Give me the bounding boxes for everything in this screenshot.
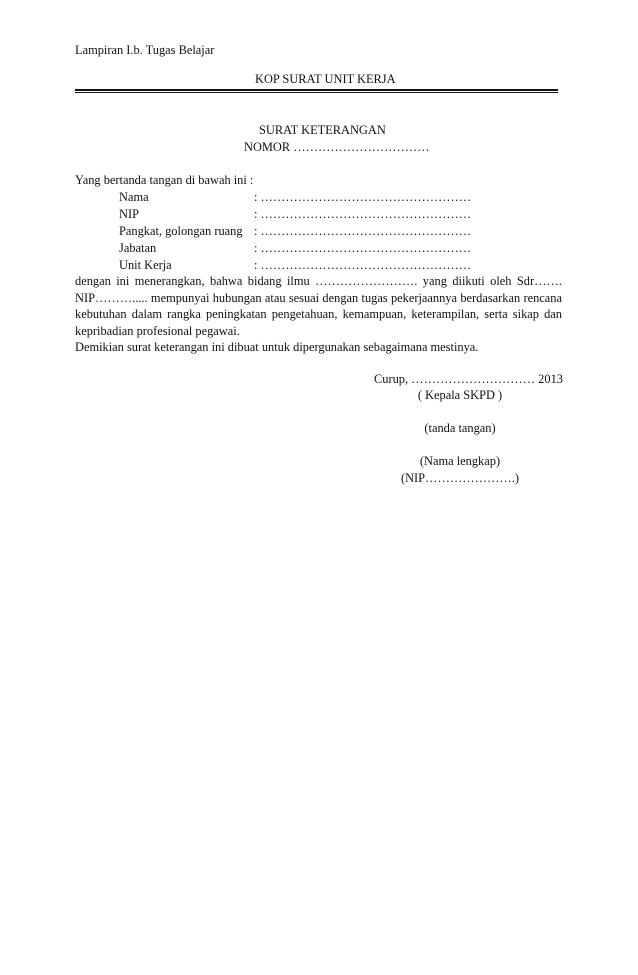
field-label-jabatan: Jabatan [119,241,157,255]
letterhead-rule-thin [75,92,558,93]
attachment-note: Lampiran I.b. Tugas Belajar [75,43,215,57]
closing-paragraph: Demikian surat keterangan ini dibuat untuk dipergunakan sebagaimana mestinya. [75,340,479,354]
signer-name: (Nama lengkap) [419,454,501,468]
body-paragraph: dengan ini menerangkan, bahwa bidang ilmu ……………………. yang diikuti oleh Sdr……. NIP………..... mempunyai hubungan atau sesuai dengan tugas pekerjaannya berdasarkan rencana kebutuhan dalam rangka peningkatan pengetahuan, kemampuan, keterampilan, serta sikap dan kepribadian profesional pegawai. [75,274,562,338]
field-value-nip: : …………………………………………… [254,207,472,221]
field-label-unit-kerja: Unit Kerja [119,258,172,272]
field-value-pangkat: : …………………………………………… [254,224,472,238]
signer-position: ( Kepala SKPD ) [417,388,503,402]
signer-nip: (NIP………………….) [400,471,520,485]
letterhead-rule-thick [75,89,558,91]
field-value-jabatan: : …………………………………………… [254,241,472,255]
place-date: Curup, ………………………… 2013 [374,372,563,386]
field-label-nip: NIP [119,207,139,221]
body-section [75,273,562,356]
intro-text: Yang bertanda tangan di bawah ini : [75,173,254,187]
field-value-unit-kerja: : …………………………………………… [254,258,472,272]
field-label-pangkat: Pangkat, golongan ruang [119,224,243,238]
document-number: NOMOR …………………………… [244,140,430,154]
signature-placeholder: (tanda tangan) [424,421,496,435]
field-label-nama: Nama [119,190,149,204]
letterhead-title: KOP SURAT UNIT KERJA [255,72,396,86]
field-value-nama: : …………………………………………… [254,190,472,204]
document-title: SURAT KETERANGAN [259,123,386,137]
